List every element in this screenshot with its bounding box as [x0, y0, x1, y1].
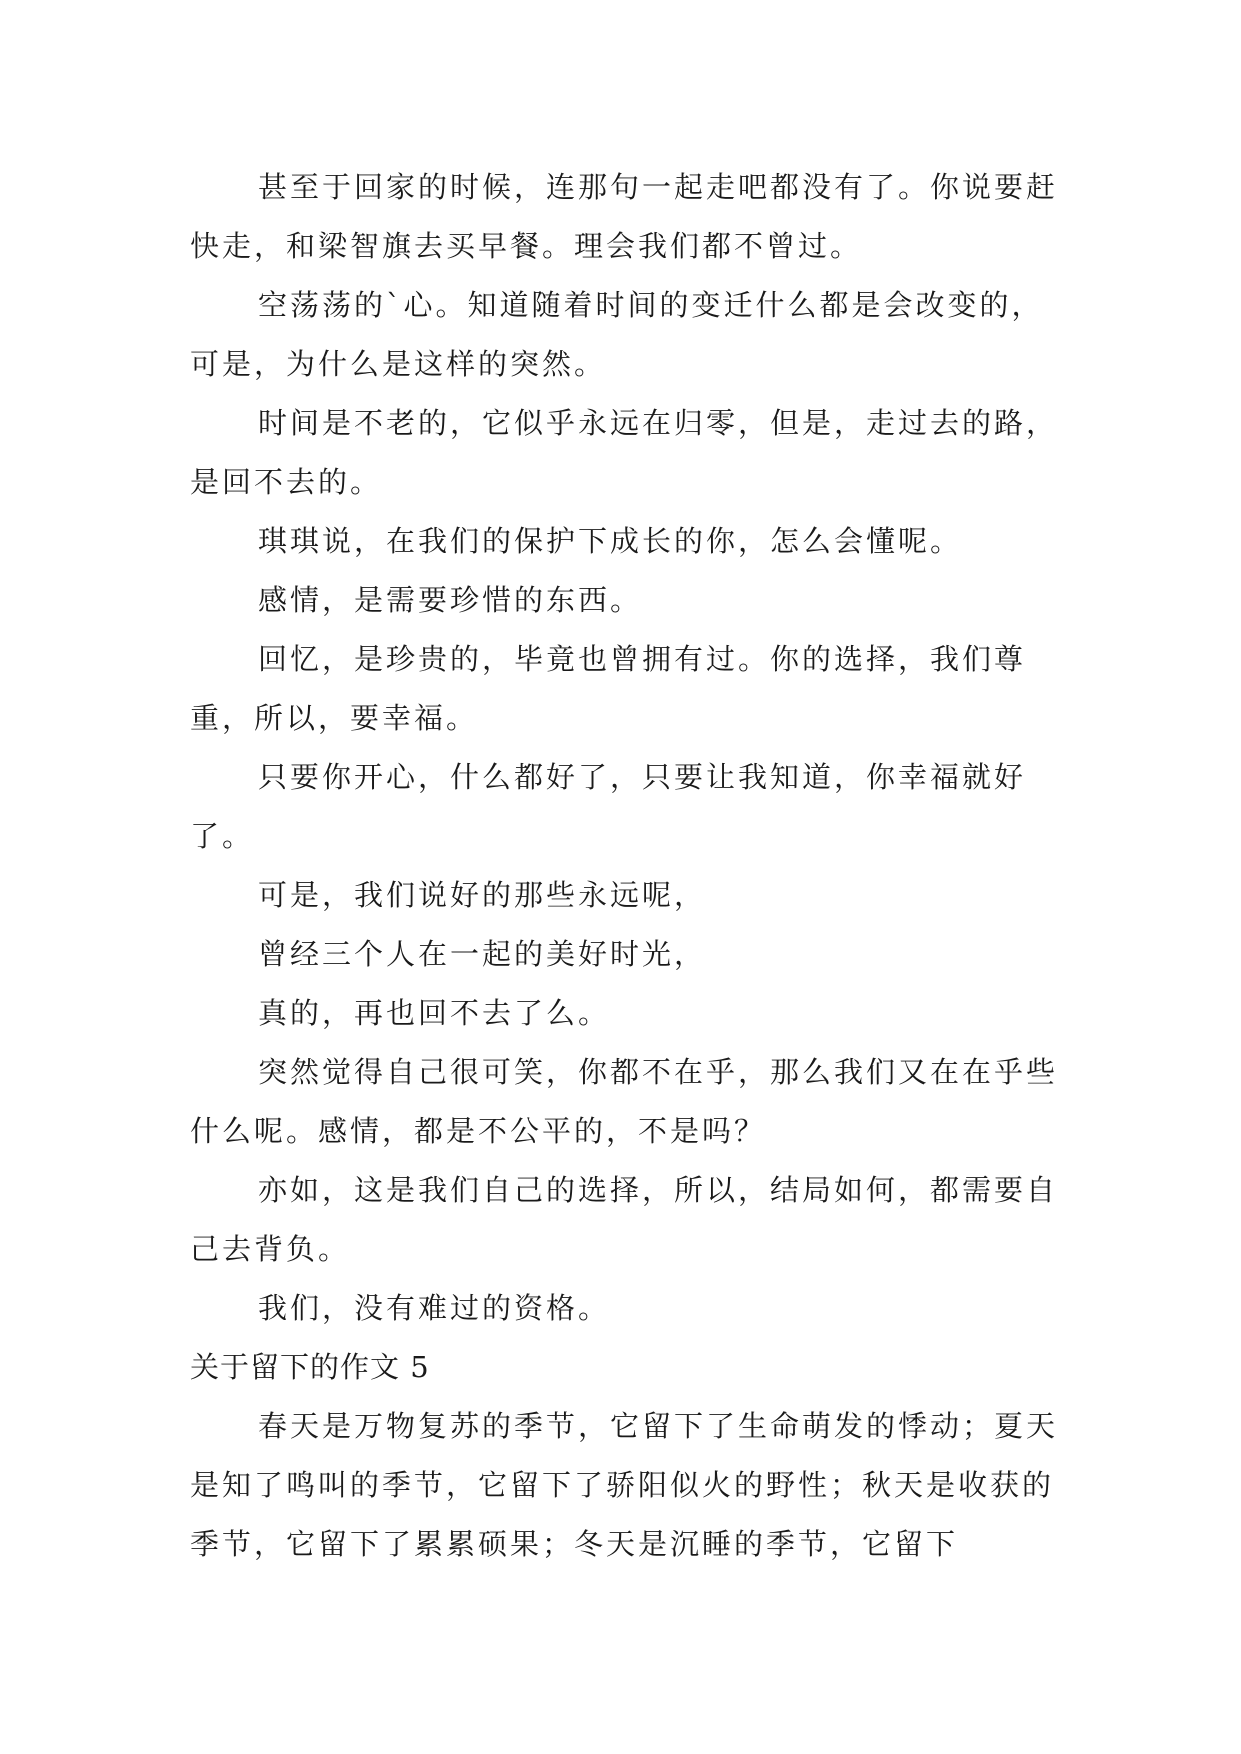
paragraph: 曾经三个人在一起的美好时光， [258, 937, 707, 971]
paragraph: 感情，是需要珍惜的东西。 [258, 583, 643, 617]
paragraph: 时间是不老的，它似乎永远在归零，但是，走过去的路，是回不去的。 [190, 406, 1059, 499]
paragraph: 回忆，是珍贵的，毕竟也曾拥有过。你的选择，我们尊重，所以，要幸福。 [190, 642, 1027, 735]
paragraph: 甚至于回家的时候，连那句一起走吧都没有了。你说要赶快走，和梁智旗去买早餐。理会我们都不曾过。 [190, 170, 1059, 263]
section-heading: 关于留下的作文 5 [190, 1350, 430, 1384]
paragraph: 只要你开心，什么都好了，只要让我知道，你幸福就好了。 [190, 760, 1027, 853]
paragraph: 亦如，这是我们自己的选择，所以，结局如何，都需要自己去背负。 [190, 1173, 1059, 1266]
paragraph: 春天是万物复苏的季节，它留下了生命萌发的悸动；夏天是知了鸣叫的季节，它留下了骄阳似火的野性；秋天是收获的季节，它留下了累累硕果；冬天是沉睡的季节，它留下 [190, 1409, 1059, 1561]
paragraph: 突然觉得自己很可笑，你都不在乎，那么我们又在在乎些什么呢。感情，都是不公平的，不是吗？ [190, 1055, 1059, 1148]
paragraph: 我们，没有难过的资格。 [258, 1291, 611, 1325]
paragraph: 可是，我们说好的那些永远呢， [258, 878, 707, 912]
paragraph: 空荡荡的`心。知道随着时间的变迁什么都是会改变的，可是，为什么是这样的突然。 [190, 288, 1044, 381]
paragraph: 真的，再也回不去了么。 [258, 996, 611, 1030]
document-body [190, 158, 1060, 1574]
paragraph: 琪琪说，在我们的保护下成长的你，怎么会懂呢。 [258, 524, 963, 558]
